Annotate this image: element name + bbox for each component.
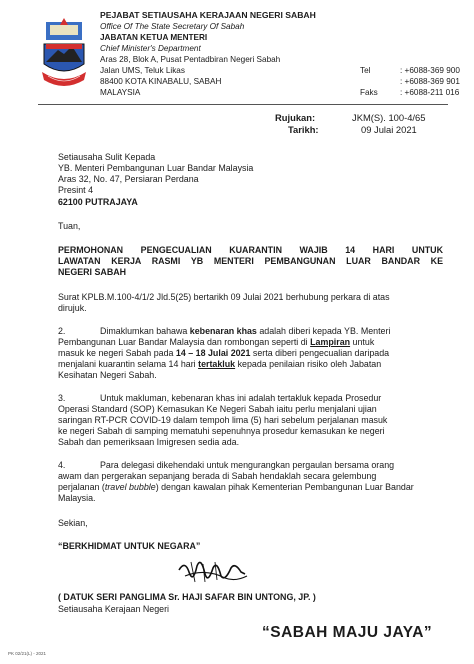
contact-label: Faks — [360, 88, 378, 97]
address-line: MALAYSIA — [100, 88, 141, 97]
address-line: Aras 28, Blok A, Pusat Pentadbiran Negeri Sabah — [100, 55, 281, 64]
office-name: PEJABAT SETIAUSAHA KERAJAAN NEGERI SABAH — [100, 10, 316, 20]
text: menjalani kuarantin selama 14 hari — [58, 359, 199, 369]
paragraph-4-line-4: Malaysia. — [58, 493, 96, 503]
emphasis-text: kebenaran khas — [189, 326, 257, 336]
department-name: JABATAN KETUA MENTERI — [100, 33, 208, 42]
signature — [175, 558, 249, 588]
recipient-line: Aras 32, No. 47, Persiaran Perdana — [58, 174, 199, 184]
text: serta diberi pengecualian daripada — [250, 348, 390, 358]
paragraph-number: 3. — [58, 393, 66, 403]
paragraph-2-line-5: Kesihatan Negeri Sabah. — [58, 370, 157, 380]
contact-value: : +6088-369 901 — [400, 77, 460, 86]
paragraph-3-line: Sabah dan pemeriksaan Imigresen sedia ada. — [58, 437, 240, 447]
italic-term: travel bubble — [104, 482, 156, 492]
slogan: “BERKHIDMAT UNTUK NEGARA” — [58, 541, 201, 551]
state-crest-logo — [40, 16, 88, 96]
paragraph-4-line-2: awam dan pergerakan sepanjang berada di Sabah hendaklah secara gelembung — [58, 471, 377, 481]
attachment-reference: Lampiran — [310, 337, 351, 347]
visit-dates: 14 – 18 Julai 2021 — [175, 348, 251, 358]
paragraph-3-line: Operasi Standard (SOP) Kemasukan Ke Negeri Sabah iaitu perlu menjalani ujian — [58, 404, 377, 414]
recipient-line: YB. Menteri Pembangunan Luar Bandar Malaysia — [58, 163, 254, 173]
paragraph-number: 2. — [58, 326, 66, 336]
header-divider — [38, 104, 448, 105]
department-name-english: Chief Minister's Department — [100, 44, 201, 53]
paragraph-2-line-3 — [58, 348, 443, 359]
paragraph-3-line: saringan RT-PCR COVID-19 dalam tempoh lima (5) hari sebelum perjalanan masuk — [58, 415, 388, 425]
text: perjalanan ( — [58, 482, 105, 492]
intro-line: dirujuk. — [58, 303, 87, 313]
emphasis-text: tertakluk — [198, 359, 236, 369]
paragraph-number: 4. — [58, 460, 66, 470]
text: masuk ke negeri Sabah pada — [58, 348, 176, 358]
form-number: PK 02/21(L) - 2021 — [8, 651, 47, 656]
subject-line: LAWATAN KERJA RASMI YB MENTERI PEMBANGUNAN LUAR BANDAR KE — [58, 256, 443, 266]
text: Untuk makluman, kebenaran khas ini adalah tertakluk kepada Prosedur — [100, 393, 382, 403]
contact-label: Tel — [360, 66, 371, 75]
date-label: Tarikh: — [288, 124, 319, 135]
paragraph-2-line-4 — [58, 359, 443, 370]
address-line: 88400 KOTA KINABALU, SABAH — [100, 77, 222, 86]
signatory-name: ( DATUK SERI PANGLIMA Sr. HAJI SAFAR BIN UNTONG, JP. ) — [58, 592, 316, 602]
paragraph-2-line-2 — [58, 337, 443, 348]
text: Pembangunan Luar Bandar Malaysia dan rombongan seperti di — [58, 337, 311, 347]
footer-motto: “SABAH MAJU JAYA” — [262, 624, 433, 641]
contact-value: : +6088-369 900 — [400, 66, 460, 75]
text: Para delegasi dikehendaki untuk mengurangkan pergaulan bersama orang — [100, 460, 395, 470]
text: ) dengan kawalan pihak Kementerian Pembangunan Luar Bandar — [155, 482, 414, 492]
closing: Sekian, — [58, 518, 88, 528]
text: Dimaklumkan bahawa — [100, 326, 190, 336]
office-name-english: Office Of The State Secretary Of Sabah — [100, 22, 245, 31]
letter-date: 09 Julai 2021 — [361, 124, 417, 135]
subject-line: PERMOHONAN PENGECUALIAN KUARANTIN WAJIB 14 HARI UNTUK — [58, 245, 443, 255]
paragraph-2-line-1 — [58, 326, 443, 337]
paragraph-4-line-1 — [58, 460, 443, 471]
subject-line: NEGERI SABAH — [58, 267, 127, 277]
paragraph-3-line-1 — [58, 393, 443, 404]
reference-number: JKM(S). 100-4/65 — [352, 112, 426, 123]
salutation: Tuan, — [58, 221, 81, 231]
contact-value: : +6088-211 016 — [400, 88, 460, 97]
address-line: Jalan UMS, Teluk Likas — [100, 66, 185, 75]
reference-label: Rujukan: — [275, 112, 316, 123]
recipient-line: Setiausaha Sulit Kepada — [58, 152, 156, 162]
signatory-title: Setiausaha Kerajaan Negeri — [58, 604, 170, 614]
text: kepada penilaian risiko oleh Jabatan — [235, 359, 382, 369]
recipient-line: Presint 4 — [58, 185, 94, 195]
intro-line: Surat KPLB.M.100-4/1/2 Jld.5(25) bertarikh 09 Julai 2021 berhubung perkara di atas — [58, 292, 390, 302]
paragraph-3-line: ke negeri Sabah di samping mematuhi sepenuhnya prosedur kemasukan ke negeri — [58, 426, 385, 436]
paragraph-4-line-3 — [58, 482, 443, 493]
text: adalah diberi kepada YB. Menteri — [256, 326, 391, 336]
recipient-postcode: 62100 PUTRAJAYA — [58, 197, 138, 207]
text: untuk — [350, 337, 375, 347]
